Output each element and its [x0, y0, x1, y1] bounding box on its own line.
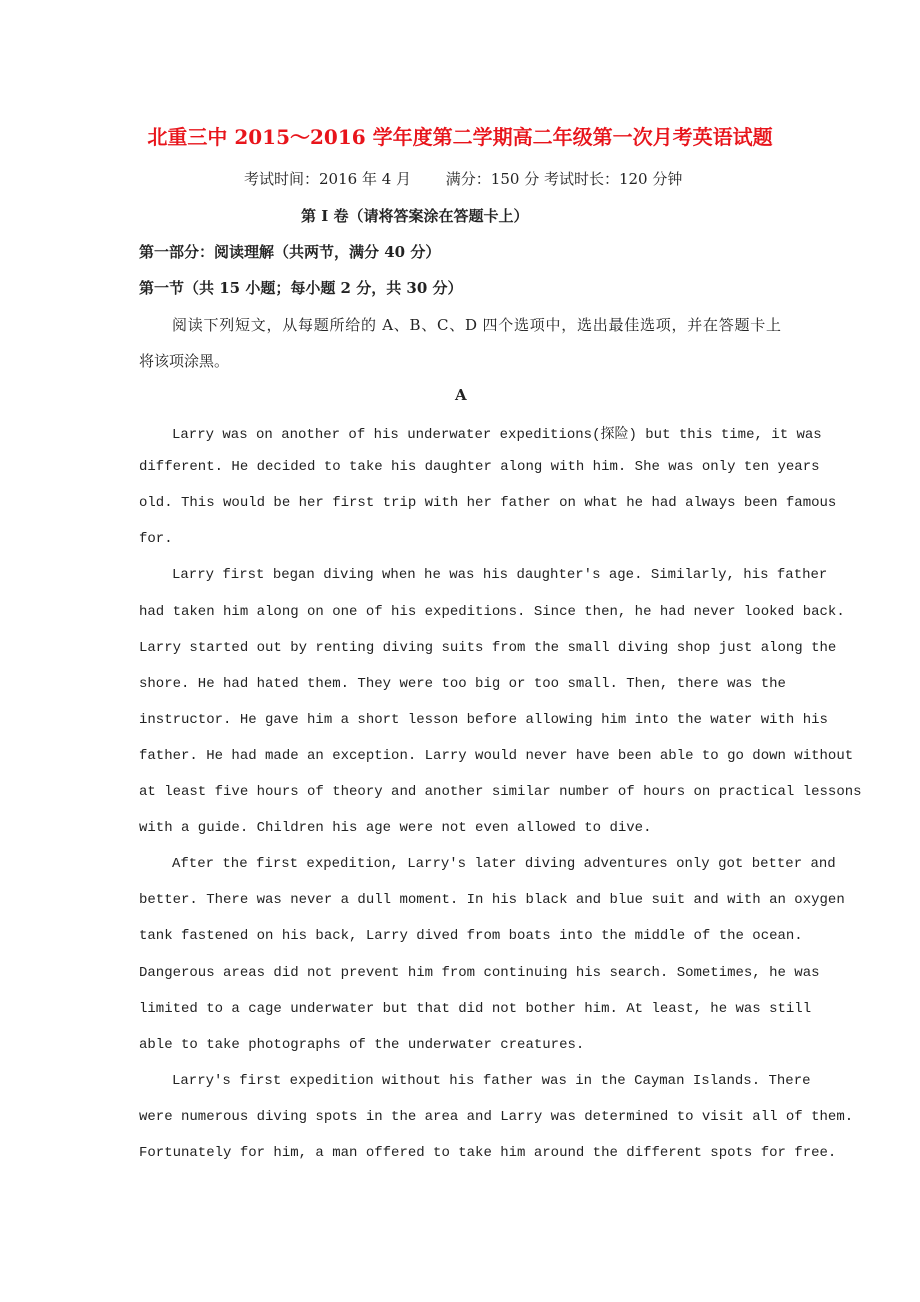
passage-line: old. This would be her first trip with her father on what he had always been famous [139, 495, 837, 512]
passage-line: Larry's first expedition without his father was in the Cayman Islands. There [172, 1072, 811, 1089]
passage-line: with a guide. Children his age were not even allowed to dive. [139, 820, 652, 837]
passage-line: tank fastened on his back, Larry dived from boats into the middle of the ocean. [139, 928, 803, 945]
passage-line: for. [139, 531, 173, 548]
passage-line: After the first expedition, Larry's later diving adventures only got better and [172, 856, 836, 873]
passage-line: limited to a cage underwater but that did not bother him. At least, he was still [139, 1000, 812, 1017]
section-heading: 第一节（共 15 小题；每小题 2 分，共 30 分） [139, 279, 463, 297]
passage-line: different. He decided to take his daughter along with him. She was only ten years [139, 459, 820, 476]
exam-meta: 考试时间：2016 年 4 月 满分：150 分 考试时长：120 分钟 [244, 170, 683, 188]
passage-line: Fortunately for him, a man offered to take him around the different spots for free. [139, 1145, 837, 1161]
volume-heading: 第 I 卷（请将答案涂在答题卡上） [301, 207, 529, 225]
passage-line: Larry started out by renting diving suits from the small diving shop just along the [139, 639, 837, 656]
passage-line: Larry was on another of his underwater expeditions(探险) but this time, it was [172, 427, 822, 443]
passage-line: had taken him along on one of his expeditions. Since then, he had never looked back. [139, 603, 845, 620]
instructions-line: 将该项涂黑。 [139, 352, 230, 370]
passage-line: instructor. He gave him a short lesson before allowing him into the water with his [139, 711, 828, 728]
passage-line: Larry first began diving when he was his daughter's age. Similarly, his father [172, 567, 828, 584]
passage-line: better. There was never a dull moment. In his black and blue suit and with an oxygen [139, 892, 845, 909]
passage-label: A [455, 386, 467, 404]
passage-line: father. He had made an exception. Larry would never have been able to go down without [139, 747, 854, 764]
passage-line: were numerous diving spots in the area and Larry was determined to visit all of them. [139, 1108, 854, 1125]
exam-title: 北重三中 2015～2016 学年度第二学期高二年级第一次月考英语试题 [147, 125, 773, 149]
passage-line: shore. He had hated them. They were too big or too small. Then, there was the [139, 675, 786, 692]
passage-line: at least five hours of theory and another similar number of hours on practical lessons [139, 784, 862, 800]
part-heading: 第一部分：阅读理解（共两节，满分 40 分） [139, 243, 441, 261]
passage-line: able to take photographs of the underwater creatures. [139, 1036, 585, 1053]
passage-line: Dangerous areas did not prevent him from continuing his search. Sometimes, he was [139, 964, 820, 981]
instructions-line: 阅读下列短文，从每题所给的 A、B、C、D 四个选项中，选出最佳选项，并在答题卡上 [172, 316, 781, 334]
